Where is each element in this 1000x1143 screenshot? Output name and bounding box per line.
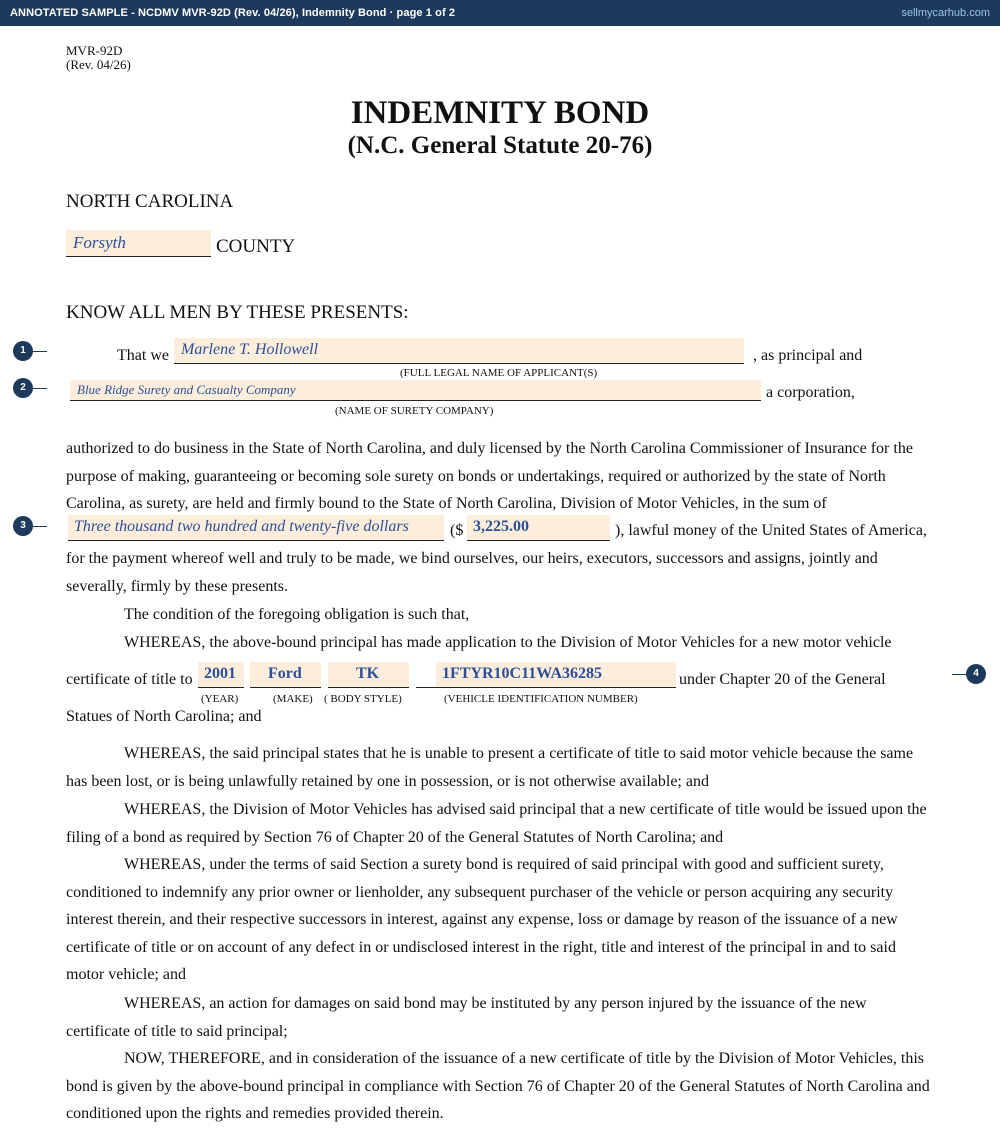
amount-words-value: Three thousand two hundred and twenty-five dollars [74,518,409,535]
amount-number-value: 3,225.00 [473,518,529,535]
annotation-marker-2: 2 [13,378,33,398]
top-banner [0,0,1000,26]
banner-site: sellmycarhub.com [901,7,990,19]
statues-line: Statues of North Carolina; and [66,708,262,725]
amount-number-field[interactable] [467,515,610,541]
as-principal-label: , as principal and [753,347,863,364]
paragraph-whereas-advised: WHEREAS, the Division of Motor Vehicles has advised said principal that a new certificate of title would be issued upon the filing of a bond as required by Section 76 of Chapter 20 of the General Statutes of North Carolina; and [66,801,927,846]
applicant-caption: (FULL LEGAL NAME OF APPLICANT(S) [400,367,598,379]
annotation-marker-4: 4 [966,664,986,684]
cert-title-to-label: certificate of title to [66,671,193,688]
that-we-label: That we [117,347,169,364]
under-chapter-label: under Chapter 20 of the General [679,671,886,688]
annotation-tick-2 [33,388,47,389]
form-number: MVR-92D [66,43,123,58]
whereas-application-line: WHEREAS, the above-bound principal has made application to the Division of Motor Vehicles for a new motor vehicle [124,634,892,651]
county-value: Forsyth [73,233,126,252]
annotation-marker-3: 3 [13,516,33,536]
paragraph-now-therefore: NOW, THEREFORE, and in consideration of the issuance of a new certificate of title by the Division of Motor Vehicles, this bond is given by the above-bound principal in compliance with Section 76 of Chapter 20 of the General Statutes of North Carolina and conditioned upon the rights and remedies provided therein. [66,1050,930,1123]
surety-caption: (NAME OF SURETY COMPANY) [335,405,494,417]
paragraph-whereas-lost: WHEREAS, the said principal states that he is unable to present a certificate of title to said motor vehicle because the same has been lost, or is being unlawfully retained by one in possession, or is not otherwise available; and [66,745,914,790]
annotation-tick-3 [33,526,47,527]
body-style-caption: ( BODY STYLE) [324,693,402,705]
county-label: COUNTY [216,236,296,257]
know-all-heading: KNOW ALL MEN BY THESE PRESENTS: [66,302,409,323]
form-title: INDEMNITY BOND [350,95,650,131]
vehicle-make-field[interactable] [250,662,321,688]
form-revision: (Rev. 04/26) [66,57,131,72]
applicant-name-field[interactable] [174,338,744,364]
vehicle-body-style-field[interactable] [328,662,409,688]
vehicle-year-field[interactable] [198,662,244,688]
a-corporation-label: a corporation, [766,384,855,401]
surety-company-field[interactable] [70,380,761,401]
vin-leading-rule [416,687,436,688]
applicant-name-value: Marlene T. Hollowell [181,341,319,358]
surety-company-value: Blue Ridge Surety and Casualty Company [77,382,296,397]
form-subtitle: (N.C. General Statute 20-76) [347,132,653,159]
vin-field[interactable] [436,662,676,688]
year-caption: (YEAR) [201,693,239,705]
vehicle-make-value: Ford [268,665,302,682]
form-number-block [66,44,131,72]
banner-title: ANNOTATED SAMPLE - NCDMV MVR-92D (Rev. 04/26), Indemnity Bond · page 1 of 2 [10,7,456,19]
amount-words-field[interactable] [68,515,444,541]
annotation-tick-1 [33,351,47,352]
vin-value: 1FTYR10C11WA36285 [442,665,603,682]
vehicle-body-style-value: TK [356,665,380,682]
paragraph-payment: for the payment whereof well and truly to be made, we bind ourselves, our heirs, executors, successors and assigns, jointly and severally, firmly by these presents. [66,550,878,595]
dollar-open-label: ($ [450,522,464,539]
county-field[interactable] [66,230,211,257]
vehicle-year-value: 2001 [204,665,236,682]
state-label: NORTH CAROLINA [66,191,234,212]
annotation-tick-4 [952,674,966,675]
lawful-money-label: ), lawful money of the United States of America, [615,522,927,539]
make-caption: (MAKE) [273,693,313,705]
condition-line: The condition of the foregoing obligation is such that, [124,606,470,623]
paragraph-whereas-terms: WHEREAS, under the terms of said Section a surety bond is required of said principal with good and sufficient surety, conditioned to indemnify any prior owner or lienholder, any subsequent purchaser of the vehicle or person acquiring any security interest therein, and their respective successors in interest, against any expense, loss or damage by reason of the issuance of a new certificate of title or on account of any defect in or undisclosed interest in the right, title and interest of the principal in and to said motor vehicle; and [66,856,898,984]
paragraph-whereas-damages: WHEREAS, an action for damages on said bond may be instituted by any person injured by the issuance of the new certificate of title to said principal; [66,995,867,1040]
vin-caption: (VEHICLE IDENTIFICATION NUMBER) [444,693,638,705]
paragraph-surety-authorization: authorized to do business in the State of North Carolina, and duly licensed by the North Carolina Commissioner of Insurance for the purpose of making, guaranteeing or becoming sole surety on bonds or undertakings, required or authorized by the state of North Carolina, as surety, are held and firmly bound to the State of North Carolina, Division of Motor Vehicles, in the sum of [66,440,913,513]
annotation-marker-1: 1 [13,341,33,361]
